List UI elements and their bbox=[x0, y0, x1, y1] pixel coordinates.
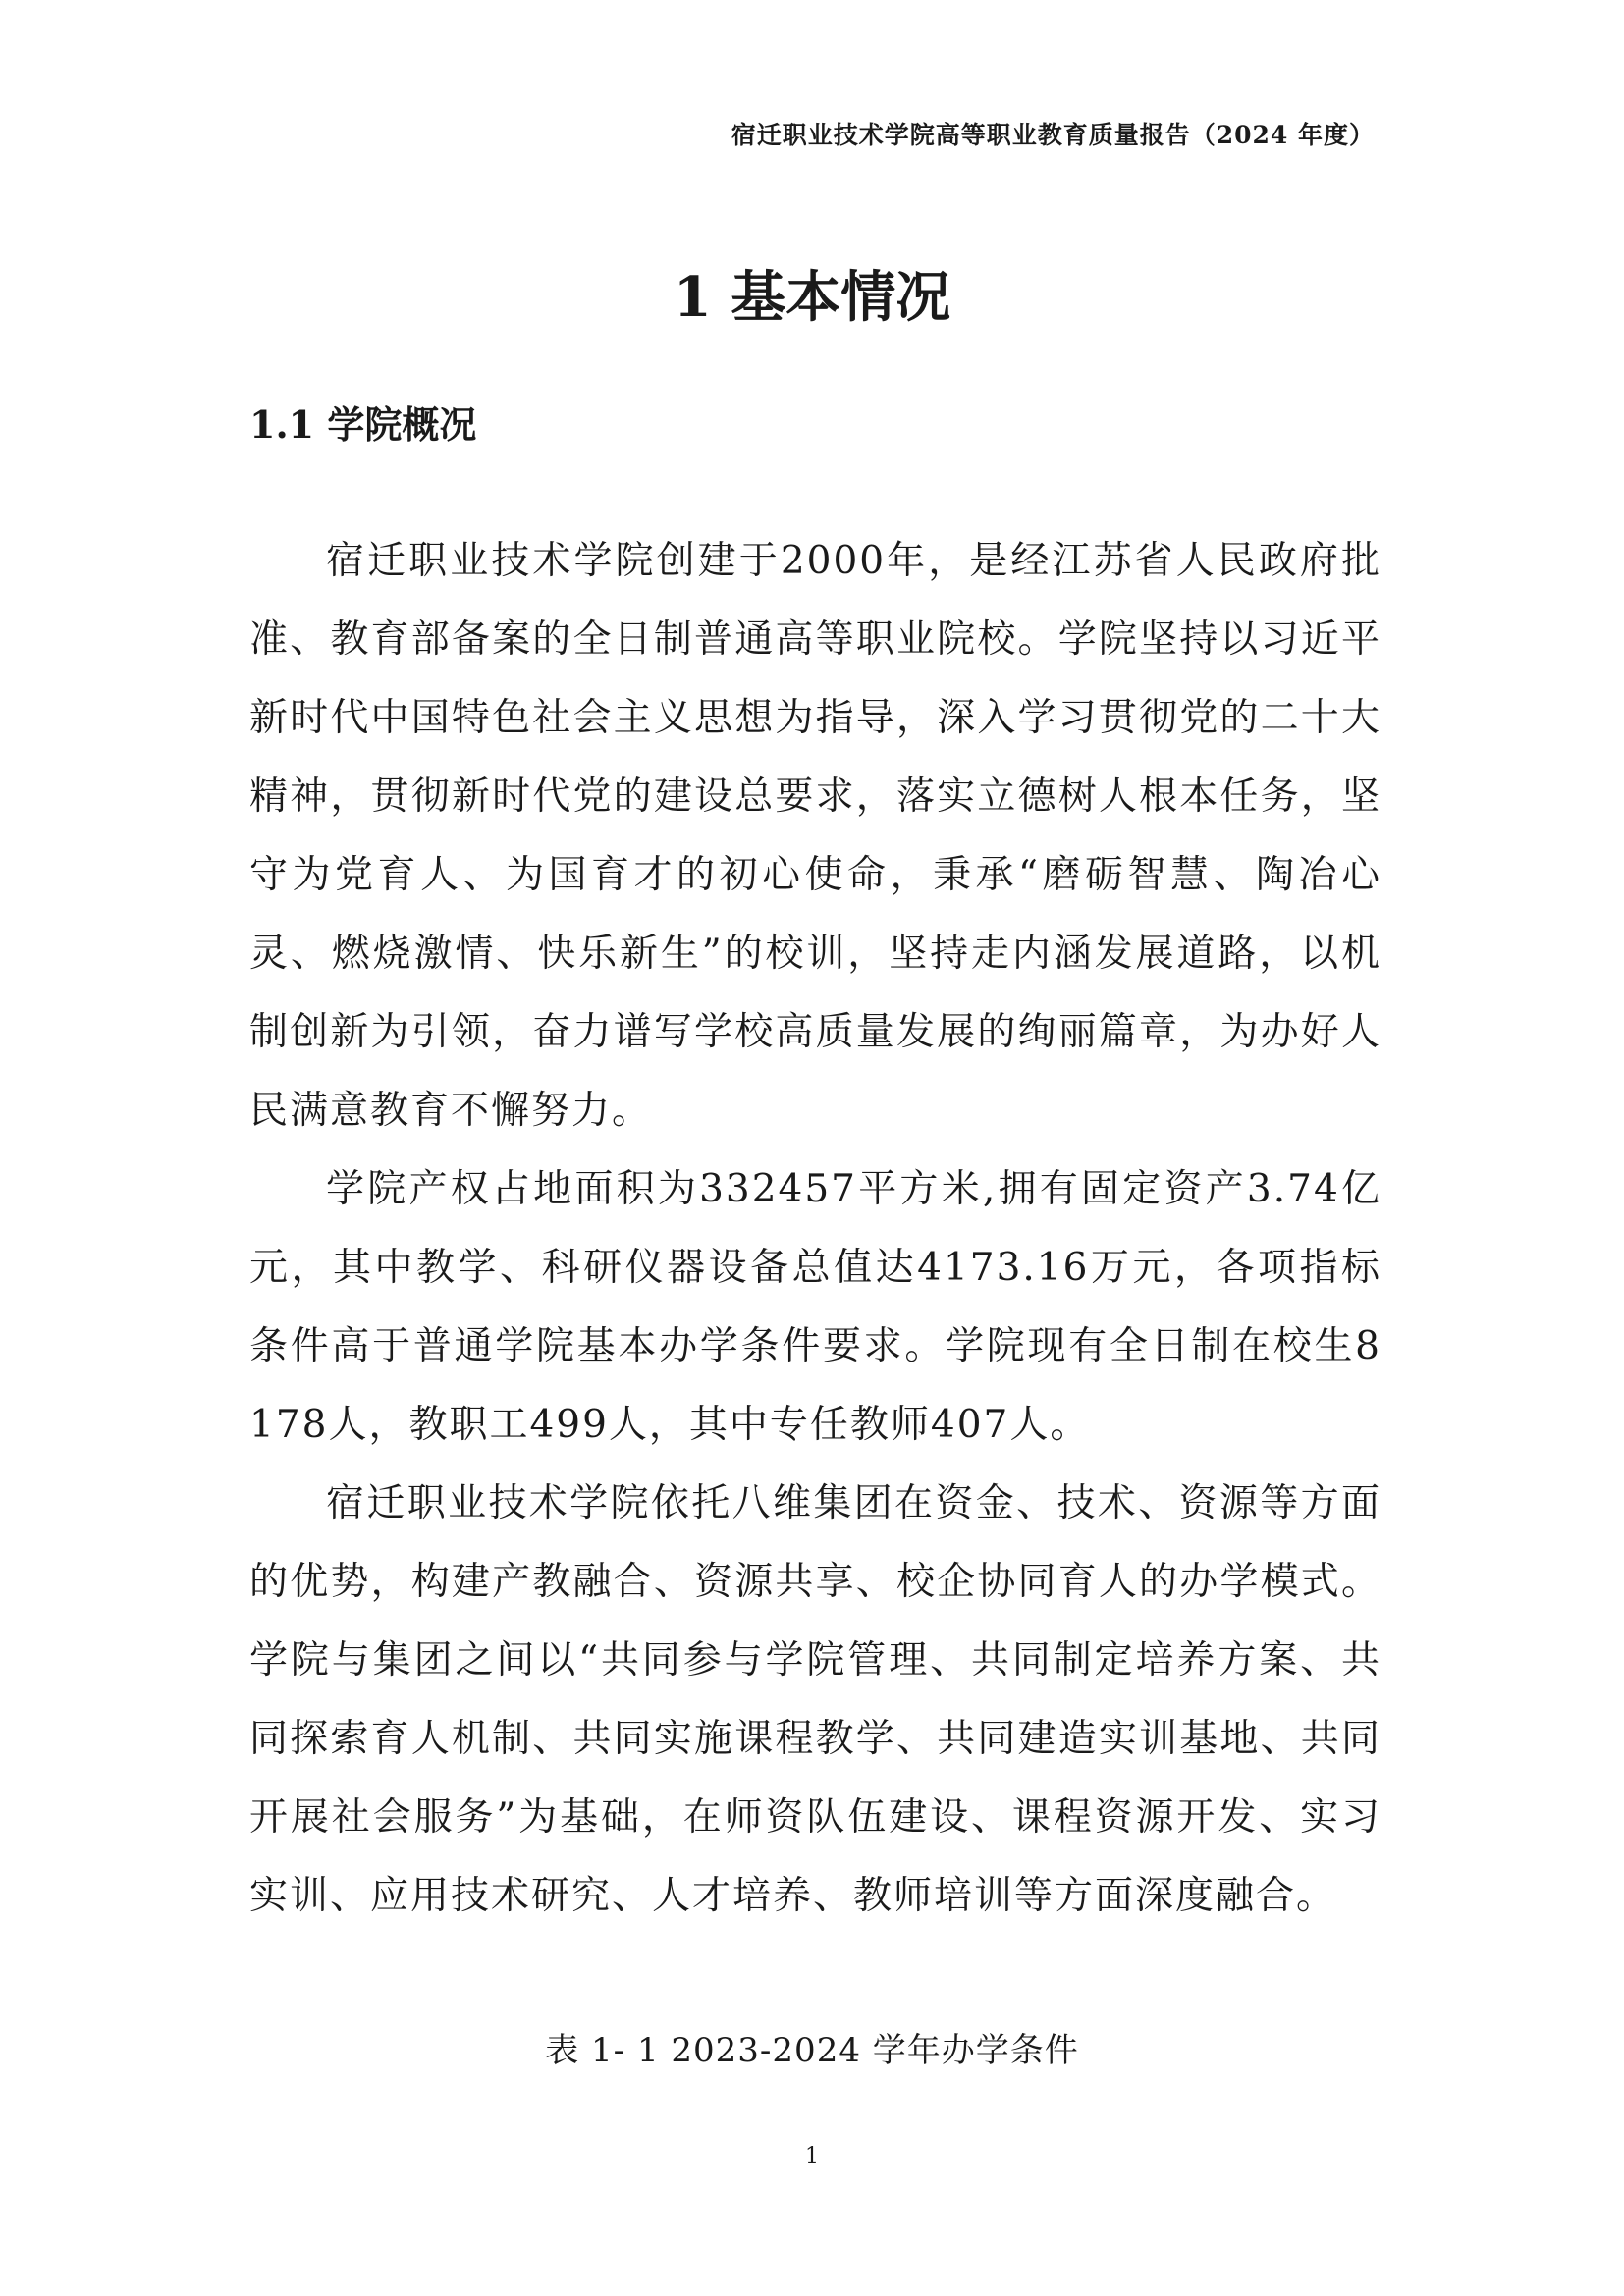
body-text bbox=[249, 522, 1381, 1936]
running-header: 宿迁职业技术学院高等职业教育质量报告（2024 年度） bbox=[731, 121, 1375, 149]
paragraph-cooperation: 宿迁职业技术学院依托八维集团在资金、技术、资源等方面的优势，构建产教融合、资源共享、校企协同育人的办学模式。学院与集团之间以“共同参与学院管理、共同制定培养方案、共同探索育人机制、共同实施课程教学、共同建造实训基地、共同开展社会服务”为基础，在师资队伍建设、课程资源开发、实习实训、应用技术研究、人才培养、教师培训等方面深度融合。 bbox=[249, 1481, 1381, 1918]
table-caption: 表 1- 1 2023-2024 学年办学条件 bbox=[545, 2031, 1079, 2070]
section-title: 1.1 学院概况 bbox=[249, 402, 477, 447]
paragraph-assets: 学院产权占地面积为332457平方米,拥有固定资产3.74亿元，其中教学、科研仪器设备总值达4173.16万元，各项指标条件高于普通学院基本办学条件要求。学院现有全日制在校生8178人，教职工499人，其中专任教师407人。 bbox=[249, 1167, 1381, 1447]
page-number: 1 bbox=[805, 2144, 819, 2168]
chapter-title: 1 基本情况 bbox=[673, 265, 951, 330]
paragraph-intro: 宿迁职业技术学院创建于2000年，是经江苏省人民政府批准、教育部备案的全日制普通高等职业院校。学院坚持以习近平新时代中国特色社会主义思想为指导，深入学习贯彻党的二十大精神，贯彻新时代党的建设总要求，落实立德树人根本任务，坚守为党育人、为国育才的初心使命，秉承“磨砺智慧、陶冶心灵、燃烧激情、快乐新生”的校训，坚持走内涵发展道路，以机制创新为引领，奋力谱写学校高质量发展的绚丽篇章，为办好人民满意教育不懈努力。 bbox=[249, 539, 1381, 1133]
